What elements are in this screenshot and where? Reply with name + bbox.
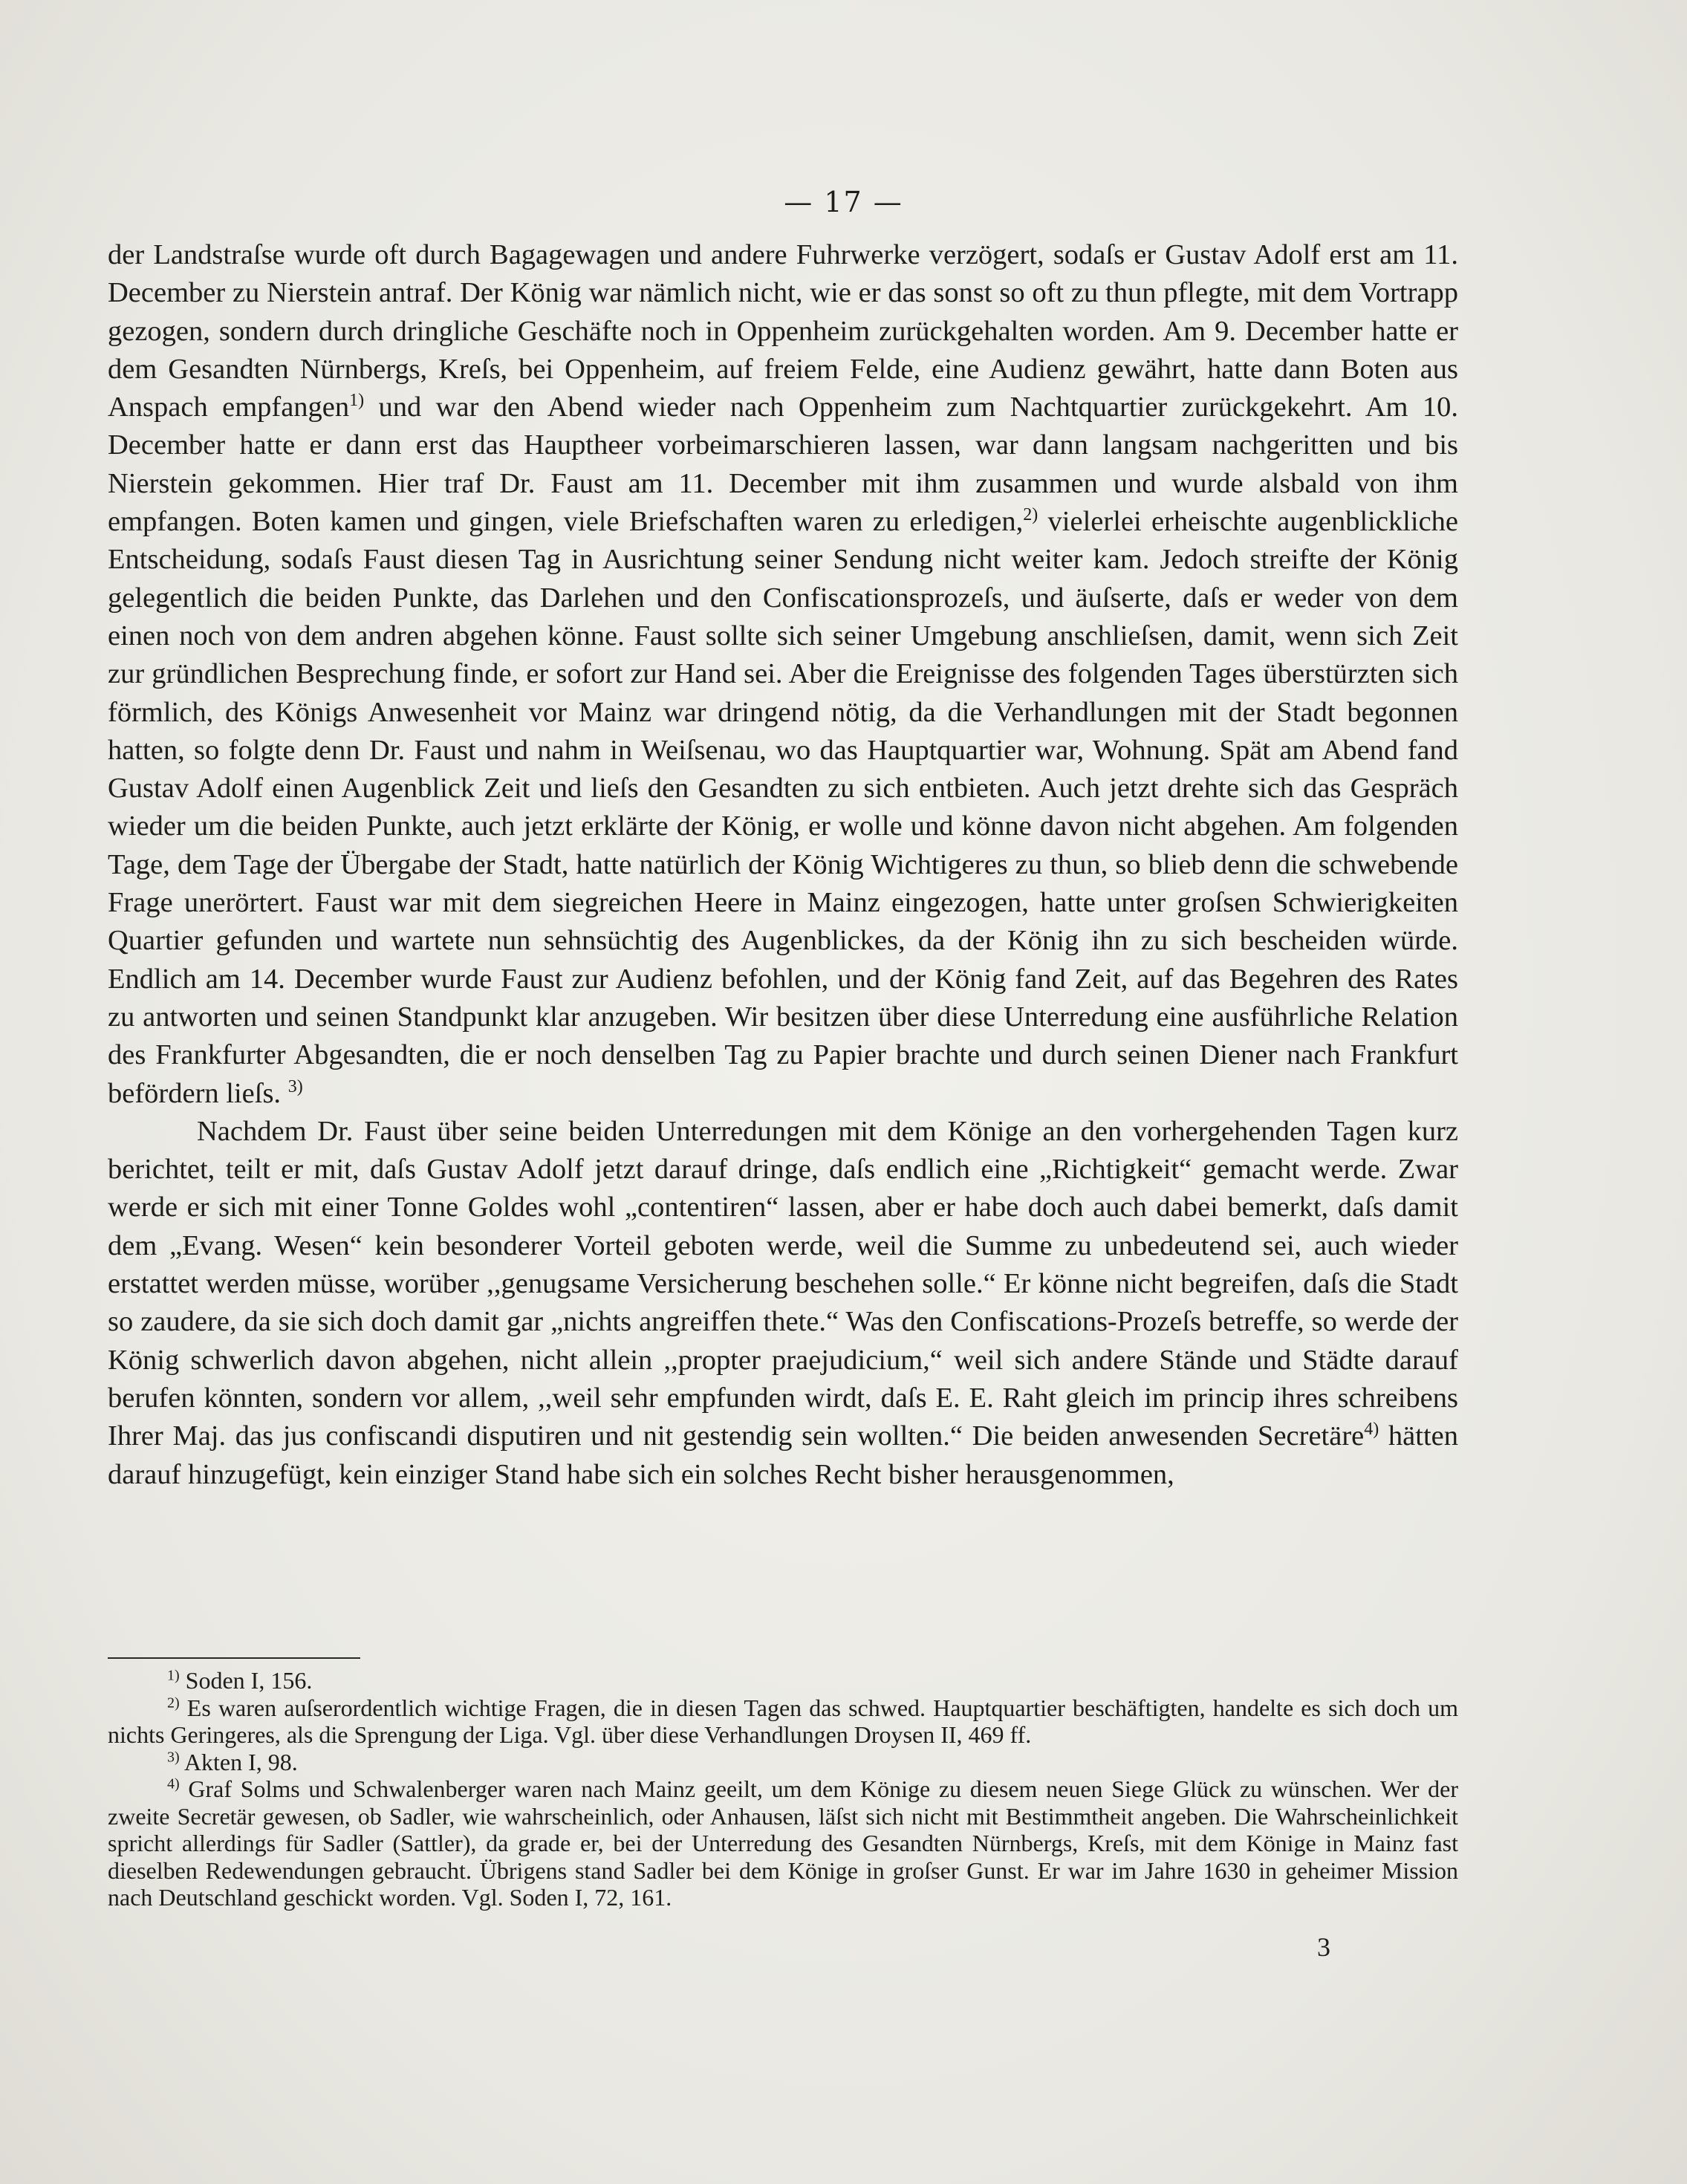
footnote-4-text: Graf Solms und Schwalenberger waren nach Mainz geeilt, um dem Könige zu diesem neuen Siege Glück zu wünschen. Wer der zweite Secretär gewesen, ob Sadler, wie wahrscheinlich, oder Anhausen, läſst sich nicht mit Bestimmtheit angeben. Die Wahrscheinlichkeit spricht allerdings für Sadler (Sattler), da grade er, bei der Unterredung des Gesandten Nürnbergs, Kreſs, mit dem Könige in Mainz fast dieselben Redewendungen gebraucht. Übrigens stand Sadler bei dem Könige in groſser Gunst. Er war im Jahre 1630 in geheimer Mission nach Deutschland geschickt worden. Vgl. Soden I, 72, 161.: [108, 1775, 1458, 1911]
footnote-2-mark: 2): [167, 1694, 180, 1711]
page-number-header: — 17 —: [784, 186, 903, 218]
paragraph-2-text: Nachdem Dr. Faust über seine beiden Unterredungen mit dem Könige an den vorhergehenden Tagen kurz berichtet, teilt er mit, daſs Gustav Adolf jetzt darauf dringe, daſs endlich eine „Richtigkeit“ gemacht werde. Zwar werde er sich mit einer Tonne Goldes wohl „contentiren“ lassen, aber er habe doch auch dabei bemerkt, daſs damit dem „Evang. Wesen“ kein besonderer Vorteil geboten werde, weil die Summe zu unbedeutend sei, auch wieder erstattet werden müsse, worüber ,,genugsame Versicherung beschehen solle.“ Er könne nicht begreifen, daſs die Stadt so zaudere, da sie sich doch damit gar „nichts angreiffen thete.“ Was den Confiscations-Prozeſs betreffe, so werde der König schwerlich davon abgehen, nicht allein ,,propter praejudicium,“ weil sich andere Stände und Städte darauf berufen könnten, sondern vor allem, ,,weil sehr empfunden wirdt, daſs E. E. Raht gleich im princip ihres schreibens Ihrer Maj. das jus confiscandi disputiren und nit gestendig sein wollten.“ Die beiden anwesenden Secretäre: [108, 1115, 1458, 1452]
footnote-ref-1: 1): [349, 391, 365, 411]
footnote-3: [108, 1749, 1458, 1776]
paragraph-1: [108, 236, 1458, 1113]
footnote-ref-3: 3): [287, 1076, 303, 1096]
footnotes: [108, 1667, 1458, 1911]
footnote-2-text: Es waren auſserordentlich wichtige Fragen, die in diesen Tagen das schwed. Hauptquartier beschäftigten, handelte es sich doch um nichts Geringeres, als die Sprengung der Liga. Vgl. über diese Verhandlungen Droysen II, 469 ff.: [108, 1694, 1458, 1748]
footnote-2: [108, 1694, 1458, 1749]
footnote-3-text: Akten I, 98.: [179, 1748, 298, 1775]
footnote-4: [108, 1775, 1458, 1911]
paragraph-2: [108, 1113, 1458, 1494]
paragraph-1b-text: und war den Abend wieder nach Oppenheim zum Nachtquartier zurückgekehrt. Am 10. December hatte er dann erst das Hauptheer vorbeimarschieren lassen, war dann langsam nachgeritten und bis Nierstein gekommen. Hier traf Dr. Faust am 11. December mit ihm zusammen und wurde alsbald von ihm empfangen. Boten kamen und gingen, viele Briefschaften waren zu erledigen,: [108, 391, 1458, 538]
paragraph-1-text: der Landstraſse wurde oft durch Bagagewagen und andere Fuhrwerke verzögert, sodaſs er Gustav Adolf erst am 11. December zu Nierstein antraf. Der König war nämlich nicht, wie er das sonst so oft zu thun pflegte, mit dem Vortrapp gezogen, sondern durch dringliche Geschäfte noch in Oppenheim zurückgehalten worden. Am 9. December hatte er dem Gesandten Nürnbergs, Kreſs, bei Oppenheim, auf freiem Felde, eine Audienz gewährt, hatte dann Boten aus Anspach empfangen: [108, 239, 1458, 423]
footnote-divider: [108, 1657, 360, 1659]
paragraph-1c-text: vielerlei erheischte augenblickliche Entscheidung, sodaſs Faust diesen Tag in Ausrichtung seiner Sendung nicht weiter kam. Jedoch streifte der König gelegentlich die beiden Punkte, das Darlehen und den Confiscationsprozeſs, und äuſserte, daſs er weder von dem einen noch von dem andren abgehen könne. Faust sollte sich seiner Umgebung anschlieſsen, damit, wenn sich Zeit zur gründlichen Besprechung finde, er sofort zur Hand sei. Aber die Ereignisse des folgenden Tages überstürzten sich förmlich, des Königs Anwesenheit vor Mainz war dringend nötig, da die Verhandlungen mit der Stadt begonnen hatten, so folgte denn Dr. Faust und nahm in Weiſsenau, wo das Hauptquartier war, Wohnung. Spät am Abend fand Gustav Adolf einen Augenblick Zeit und lieſs den Gesandten zu sich entbieten. Auch jetzt drehte sich das Gespräch wieder um die beiden Punkte, auch jetzt erklärte der König, er wolle und könne davon nicht abgehen. Am folgenden Tage, dem Tage der Übergabe der Stadt, hatte natürlich der König Wichtigeres zu thun, so blieb denn die schwebende Frage unerörtert. Faust war mit dem siegreichen Heere in Mainz eingezogen, hatte unter groſsen Schwierigkeiten Quartier gefunden und wartete nun sehnsüchtig des Augenblickes, da der König ihn zu sich bescheiden würde. Endlich am 14. December wurde Faust zur Audienz befohlen, und der König fand Zeit, auf das Begehren des Rates zu antworten und seinen Standpunkt klar anzugeben. Wir besitzen über diese Unterredung eine ausführliche Relation des Frankfurter Abgesandten, die er noch denselben Tag zu Papier brachte und durch seinen Diener nach Frankfurt befördern lieſs.: [108, 506, 1458, 1109]
paragraph-2b-text: hätten darauf hinzugefügt, kein einziger Stand habe sich ein solches Recht bisher herausgenommen,: [108, 1420, 1458, 1490]
printer-signature-mark: 3: [1317, 1932, 1330, 1962]
footnote-ref-2: 2): [1023, 505, 1038, 525]
body-text: [108, 236, 1458, 1494]
footnote-4-mark: 4): [167, 1775, 180, 1793]
footnote-1-mark: 1): [167, 1667, 180, 1684]
footnote-1: [108, 1667, 1458, 1694]
footnote-1-text: Soden I, 156.: [179, 1667, 313, 1694]
footnote-ref-4: 4): [1364, 1420, 1379, 1440]
footnote-3-mark: 3): [167, 1748, 180, 1765]
